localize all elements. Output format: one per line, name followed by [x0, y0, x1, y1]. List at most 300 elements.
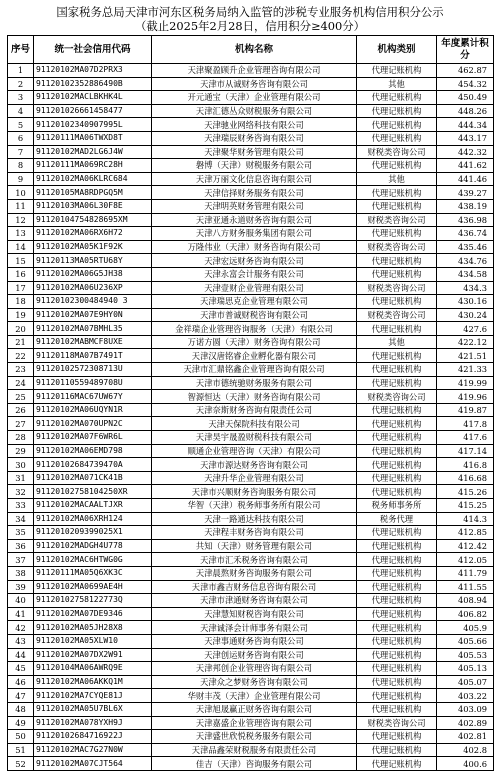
cell-type: 代理记账机构 — [357, 227, 437, 241]
cell-name: 天津市德统驰财务服务有限公司 — [152, 376, 357, 390]
cell-no: 24 — [8, 376, 34, 390]
cell-type: 代理记账机构 — [357, 566, 437, 580]
page-title: 国家税务总局天津市河东区税务局纳入监管的涉税专业服务机构信用积分公示 — [56, 5, 444, 19]
cell-code: 91120102MA05JH28X8 — [34, 621, 152, 635]
cell-code: 91120102MA07CJT564 — [34, 757, 152, 771]
cell-name: 天津万丽文化信息咨询有限公司 — [152, 172, 357, 186]
cell-no: 19 — [8, 308, 34, 322]
cell-score: 438.19 — [437, 199, 494, 213]
cell-name: 天津天保院科技有限公司 — [152, 417, 357, 431]
cell-no: 28 — [8, 431, 34, 445]
cell-score: 441.62 — [437, 159, 494, 173]
table-row — [8, 730, 494, 744]
cell-type: 代理记账机构 — [357, 580, 437, 594]
cell-type: 代理记账机构 — [357, 131, 437, 145]
cell-no: 37 — [8, 553, 34, 567]
cell-no: 33 — [8, 499, 34, 513]
table-row — [8, 335, 494, 349]
cell-no: 35 — [8, 526, 34, 540]
cell-type: 代理记账机构 — [357, 159, 437, 173]
cell-type: 代理记账机构 — [357, 349, 437, 363]
cell-type: 代理记账机构 — [357, 295, 437, 309]
table-row — [8, 458, 494, 472]
cell-code: 91120102MAC7G27N0W — [34, 743, 152, 757]
table-row — [8, 539, 494, 553]
cell-type: 代理记账机构 — [357, 471, 437, 485]
cell-name: 天津市鑫吉财务信息咨询有限公司 — [152, 580, 357, 594]
cell-score: 405.07 — [437, 675, 494, 689]
cell-type: 代理记账机构 — [357, 104, 437, 118]
table-row — [8, 390, 494, 404]
cell-type: 代理记账机构 — [357, 539, 437, 553]
cell-no: 3 — [8, 91, 34, 105]
cell-score: 411.55 — [437, 580, 494, 594]
table-row — [8, 281, 494, 295]
cell-score: 405.9 — [437, 621, 494, 635]
table-row — [8, 580, 494, 594]
cell-score: 403.09 — [437, 702, 494, 716]
cell-no: 10 — [8, 186, 34, 200]
cell-code: 91120102684716922J — [34, 730, 152, 744]
cell-no: 51 — [8, 743, 34, 757]
table-row — [8, 634, 494, 648]
cell-no: 47 — [8, 689, 34, 703]
cell-name: 华财丰茂（天津）企业管理有限公司 — [152, 689, 357, 703]
cell-score: 417.8 — [437, 417, 494, 431]
cell-code: 91120102MA06EMD798 — [34, 444, 152, 458]
cell-name: 天津瑞辰财务咨询有限公司 — [152, 131, 357, 145]
cell-no: 14 — [8, 240, 34, 254]
cell-no: 44 — [8, 648, 34, 662]
cell-no: 21 — [8, 335, 34, 349]
cell-no: 13 — [8, 227, 34, 241]
table-row — [8, 716, 494, 730]
cell-no: 30 — [8, 458, 34, 472]
cell-no: 23 — [8, 363, 34, 377]
cell-no: 45 — [8, 662, 34, 676]
cell-no: 50 — [8, 730, 34, 744]
cell-code: 91120118MA07B7491T — [34, 349, 152, 363]
cell-code: 91120102MA07D2PRX3 — [34, 64, 152, 78]
cell-name: 天津市普诚财税咨询有限公司 — [152, 308, 357, 322]
cell-code: 91120103MA06L30F8E — [34, 199, 152, 213]
table-row — [8, 444, 494, 458]
cell-name: 天津聚华财务管理有限公司 — [152, 145, 357, 159]
table-row — [8, 675, 494, 689]
cell-code: 91120111MA069RC28H — [34, 159, 152, 173]
cell-no: 4 — [8, 104, 34, 118]
cell-name: 天津一路通达科技有限公司 — [152, 512, 357, 526]
table-row — [8, 349, 494, 363]
cell-code: 91120102MA06UQYN1R — [34, 403, 152, 417]
cell-code: 91120102MA05U7BL6X — [34, 702, 152, 716]
table-row — [8, 295, 494, 309]
cell-type: 财税类咨询公司 — [357, 390, 437, 404]
cell-score: 412.05 — [437, 553, 494, 567]
cell-code: 91120102MA06AKKQ1M — [34, 675, 152, 689]
cell-type: 代理记账机构 — [357, 444, 437, 458]
cell-name: 天津昊宇晟盈财税科技有限公司 — [152, 431, 357, 445]
cell-name: 天津晨熬财务咨询服务有限公司 — [152, 566, 357, 580]
cell-no: 5 — [8, 118, 34, 132]
cell-type: 代理记账机构 — [357, 594, 437, 608]
cell-code: 91120102MACLBKHK4L — [34, 91, 152, 105]
table-row — [8, 322, 494, 336]
cell-type: 其他 — [357, 172, 437, 186]
table-row — [8, 499, 494, 513]
cell-name: 天津市津通财务咨询有限公司 — [152, 594, 357, 608]
cell-score: 403.22 — [437, 689, 494, 703]
cell-code: 9112010209399025X1 — [34, 526, 152, 540]
cell-type: 代理记账机构 — [357, 363, 437, 377]
cell-name: 开元通宝（天津）企业管理有限公司 — [152, 91, 357, 105]
cell-score: 454.32 — [437, 77, 494, 91]
table-row — [8, 553, 494, 567]
cell-score: 442.32 — [437, 145, 494, 159]
cell-no: 12 — [8, 213, 34, 227]
cell-score: 414.3 — [437, 512, 494, 526]
cell-type: 代理记账机构 — [357, 254, 437, 268]
table-row — [8, 131, 494, 145]
cell-code: 91120104MA06AWRQ9E — [34, 662, 152, 676]
cell-name: 天津汇德丛众财税服务有限公司 — [152, 104, 357, 118]
cell-type: 财税类咨询公司 — [357, 145, 437, 159]
cell-name: 智源恒达（天津）财务咨询有限公司 — [152, 390, 357, 404]
header-no: 序号 — [8, 36, 34, 64]
cell-type: 财税类咨询公司 — [357, 240, 437, 254]
cell-type: 代理记账机构 — [357, 553, 437, 567]
cell-code: 91120102572308713U — [34, 363, 152, 377]
table-row — [8, 648, 494, 662]
cell-name: 天津八方财务服务集团有限公司 — [152, 227, 357, 241]
cell-code: 91120111MA06TWXD8T — [34, 131, 152, 145]
cell-score: 462.87 — [437, 64, 494, 78]
cell-code: 91120102340907995L — [34, 118, 152, 132]
table-row — [8, 594, 494, 608]
cell-score: 439.27 — [437, 186, 494, 200]
header-code: 统一社会信用代码 — [34, 36, 152, 64]
cell-no: 26 — [8, 403, 34, 417]
cell-name: 万隆伟业（天津）财务咨询有限公司 — [152, 240, 357, 254]
cell-type: 代理记账机构 — [357, 730, 437, 744]
credit-score-table — [7, 35, 494, 771]
table-row — [8, 77, 494, 91]
table-row — [8, 512, 494, 526]
cell-type: 代理记账机构 — [357, 376, 437, 390]
cell-name: 天津程丰财务咨询有限公司 — [152, 526, 357, 540]
cell-no: 42 — [8, 621, 34, 635]
cell-score: 441.46 — [437, 172, 494, 186]
cell-score: 400.6 — [437, 757, 494, 771]
cell-code: 91120102MA070UPN2C — [34, 417, 152, 431]
cell-name: 天津市源达财务咨询有限公司 — [152, 458, 357, 472]
cell-no: 31 — [8, 471, 34, 485]
cell-name: 天津盛世欣悦税务服务有限公司 — [152, 730, 357, 744]
cell-code: 91120102MA071CK41B — [34, 471, 152, 485]
cell-score: 450.49 — [437, 91, 494, 105]
cell-code: 91120102MACAALTJXR — [34, 499, 152, 513]
table-row — [8, 485, 494, 499]
cell-code: 91120102MA07BMHL35 — [34, 322, 152, 336]
cell-code: 91120102MA05XLW10 — [34, 634, 152, 648]
cell-type: 代理记账机构 — [357, 526, 437, 540]
cell-name: 天津创运财务咨询有限公司 — [152, 648, 357, 662]
cell-type: 财税类咨询公司 — [357, 716, 437, 730]
cell-score: 434.58 — [437, 267, 494, 281]
cell-code: 91120102MA06XRH124 — [34, 512, 152, 526]
cell-score: 444.34 — [437, 118, 494, 132]
cell-score: 421.51 — [437, 349, 494, 363]
table-row — [8, 172, 494, 186]
cell-no: 22 — [8, 349, 34, 363]
cell-name: 天津亚通永道财务咨询有限公司 — [152, 213, 357, 227]
cell-no: 40 — [8, 594, 34, 608]
table-row — [8, 471, 494, 485]
cell-code: 91120102684739470A — [34, 458, 152, 472]
cell-name: 天津瑞思克企业管理有限公司 — [152, 295, 357, 309]
cell-no: 16 — [8, 267, 34, 281]
cell-name: 金祥瑞企业管理咨询服务（天津）有限公司 — [152, 322, 357, 336]
cell-no: 36 — [8, 539, 34, 553]
cell-score: 415.26 — [437, 485, 494, 499]
cell-no: 11 — [8, 199, 34, 213]
table-row — [8, 64, 494, 78]
table-row — [8, 621, 494, 635]
cell-code: 91120102MADGH4U778 — [34, 539, 152, 553]
table-row — [8, 743, 494, 757]
cell-type: 代理记账机构 — [357, 431, 437, 445]
cell-no: 43 — [8, 634, 34, 648]
cell-score: 419.99 — [437, 376, 494, 390]
cell-score: 412.85 — [437, 526, 494, 540]
cell-no: 52 — [8, 757, 34, 771]
cell-score: 421.33 — [437, 363, 494, 377]
cell-code: 91120102MA06RX6H72 — [34, 227, 152, 241]
header-type: 机构类别 — [357, 36, 437, 64]
cell-score: 448.26 — [437, 104, 494, 118]
cell-type: 代理记账机构 — [357, 607, 437, 621]
cell-score: 434.76 — [437, 254, 494, 268]
cell-name: 天津升华企业管理有限公司 — [152, 471, 357, 485]
cell-score: 405.53 — [437, 648, 494, 662]
cell-type: 税务代理 — [357, 512, 437, 526]
cell-name: 天津奈斯财务咨询有限责任公司 — [152, 403, 357, 417]
cell-code: 91120102MA7CYQE81J — [34, 689, 152, 703]
cell-code: 91120102MA07F6WR6L — [34, 431, 152, 445]
table-row — [8, 91, 494, 105]
cell-score: 412.42 — [437, 539, 494, 553]
cell-no: 2 — [8, 77, 34, 91]
cell-score: 436.74 — [437, 227, 494, 241]
cell-code: 91120113MA05RTU68Y — [34, 254, 152, 268]
cell-type: 代理记账机构 — [357, 458, 437, 472]
cell-type: 代理记账机构 — [357, 417, 437, 431]
cell-type: 其他 — [357, 77, 437, 91]
cell-name: 天津诚泽会计师事务有限公司 — [152, 621, 357, 635]
table-header-row — [8, 36, 494, 64]
cell-no: 46 — [8, 675, 34, 689]
table-row — [8, 104, 494, 118]
cell-type: 代理记账机构 — [357, 702, 437, 716]
table-row — [8, 757, 494, 771]
table-row — [8, 254, 494, 268]
cell-no: 39 — [8, 580, 34, 594]
cell-no: 25 — [8, 390, 34, 404]
table-row — [8, 159, 494, 173]
cell-type: 代理记账机构 — [357, 757, 437, 771]
table-row — [8, 267, 494, 281]
table-row — [8, 199, 494, 213]
table-row — [8, 186, 494, 200]
cell-score: 402.81 — [437, 730, 494, 744]
cell-code: 911201026661458477 — [34, 104, 152, 118]
cell-code: 91120110559489708U — [34, 376, 152, 390]
cell-score: 416.8 — [437, 458, 494, 472]
cell-type: 代理记账机构 — [357, 648, 437, 662]
cell-score: 436.98 — [437, 213, 494, 227]
cell-no: 15 — [8, 254, 34, 268]
cell-score: 402.89 — [437, 716, 494, 730]
cell-type: 财税类咨询公司 — [357, 281, 437, 295]
cell-code: 91120102MA07DE9346 — [34, 607, 152, 621]
cell-no: 34 — [8, 512, 34, 526]
cell-score: 415.25 — [437, 499, 494, 513]
cell-no: 6 — [8, 131, 34, 145]
cell-code: 91120102758122773Q — [34, 594, 152, 608]
cell-code: 91120102300484940 3 — [34, 295, 152, 309]
table-row — [8, 689, 494, 703]
cell-code: 91120102MA06G5JH38 — [34, 267, 152, 281]
table-row — [8, 308, 494, 322]
cell-name: 共知（天津）财务管理有限公司 — [152, 539, 357, 553]
cell-no: 17 — [8, 281, 34, 295]
cell-score: 411.79 — [437, 566, 494, 580]
page-subtitle: （截止2025年2月28日，信用积分≥400分） — [134, 19, 366, 33]
cell-code: 91120102MA05K1F92K — [34, 240, 152, 254]
cell-name: 天津邦创企业管理咨询有限公司 — [152, 662, 357, 676]
cell-type: 财税类咨询公司 — [357, 213, 437, 227]
cell-type: 其他 — [357, 335, 437, 349]
table-row — [8, 417, 494, 431]
cell-type: 代理记账机构 — [357, 689, 437, 703]
cell-type: 代理记账机构 — [357, 743, 437, 757]
cell-name: 佳吉（天津）咨询服务有限公司 — [152, 757, 357, 771]
cell-name: 华智（天津）税务师事务所有限公司 — [152, 499, 357, 513]
table-row — [8, 662, 494, 676]
cell-code: 91120102MA06KLRC684 — [34, 172, 152, 186]
cell-score: 435.46 — [437, 240, 494, 254]
cell-type: 财税类咨询公司 — [357, 308, 437, 322]
cell-name: 天津旭晟赢正财务咨询有限公司 — [152, 702, 357, 716]
cell-type: 代理记账机构 — [357, 403, 437, 417]
cell-code: 91120102MAD2LG6J4W — [34, 145, 152, 159]
table-row — [8, 118, 494, 132]
cell-score: 405.66 — [437, 634, 494, 648]
table-row — [8, 213, 494, 227]
cell-type: 代理记账机构 — [357, 485, 437, 499]
cell-type: 代理记账机构 — [357, 634, 437, 648]
header-name: 机构名称 — [152, 36, 357, 64]
cell-score: 443.17 — [437, 131, 494, 145]
header-score: 年度累计积分 — [437, 36, 494, 64]
cell-score: 434.3 — [437, 281, 494, 295]
cell-score: 406.82 — [437, 607, 494, 621]
cell-name: 顺通企业管理咨询（天津）有限公司 — [152, 444, 357, 458]
cell-code: 91120102MA07E9HY0N — [34, 308, 152, 322]
cell-type: 代理记账机构 — [357, 118, 437, 132]
cell-no: 48 — [8, 702, 34, 716]
table-row — [8, 431, 494, 445]
cell-score: 405.13 — [437, 662, 494, 676]
cell-name: 天津嘉盛企业管理咨询有限公司 — [152, 716, 357, 730]
cell-score: 416.68 — [437, 471, 494, 485]
cell-score: 419.87 — [437, 403, 494, 417]
cell-name: 万诺方圆（天津）财务咨询有限公司 — [152, 335, 357, 349]
cell-score: 417.6 — [437, 431, 494, 445]
table-row — [8, 566, 494, 580]
cell-score: 430.24 — [437, 308, 494, 322]
cell-type: 税务师事务所 — [357, 499, 437, 513]
cell-code: 91120102MA0699AE4H — [34, 580, 152, 594]
cell-score: 427.6 — [437, 322, 494, 336]
cell-type: 代理记账机构 — [357, 64, 437, 78]
cell-name: 天津众之梦财务咨询有限公司 — [152, 675, 357, 689]
table-row — [8, 702, 494, 716]
cell-name: 天津市汇禾税务咨询有限公司 — [152, 553, 357, 567]
cell-code: 91120102MA06U236XP — [34, 281, 152, 295]
cell-code: 91120102MA078YXH9J — [34, 716, 152, 730]
cell-name: 天津市从诚财务咨询有限公司 — [152, 77, 357, 91]
cell-type: 代理记账机构 — [357, 267, 437, 281]
cell-no: 32 — [8, 485, 34, 499]
cell-type: 代理记账机构 — [357, 91, 437, 105]
cell-no: 38 — [8, 566, 34, 580]
cell-no: 29 — [8, 444, 34, 458]
cell-no: 1 — [8, 64, 34, 78]
cell-score: 419.96 — [437, 390, 494, 404]
cell-code: 91120116MAC67UW67Y — [34, 390, 152, 404]
cell-name: 天津事通财务咨询有限公司 — [152, 634, 357, 648]
cell-no: 7 — [8, 145, 34, 159]
cell-name: 天津市兴顺财务咨询服务有限公司 — [152, 485, 357, 499]
table-row — [8, 607, 494, 621]
cell-name: 天津聚盈顾升企业管理咨询有限公司 — [152, 64, 357, 78]
table-row — [8, 240, 494, 254]
table-row — [8, 363, 494, 377]
cell-name: 天津汉唐铭睿企业孵化器有限公司 — [152, 349, 357, 363]
cell-type: 代理记账机构 — [357, 322, 437, 336]
cell-name: 天津信择财务服务有限公司 — [152, 186, 357, 200]
cell-name: 天津驰业网络科技有限公司 — [152, 118, 357, 132]
cell-name: 天津壹财企业管理有限公司 — [152, 281, 357, 295]
cell-no: 27 — [8, 417, 34, 431]
cell-type: 代理记账机构 — [357, 621, 437, 635]
cell-type: 代理记账机构 — [357, 186, 437, 200]
cell-score: 402.8 — [437, 743, 494, 757]
table-row — [8, 526, 494, 540]
cell-code: 91120102758104250XR — [34, 485, 152, 499]
cell-no: 20 — [8, 322, 34, 336]
cell-type: 代理记账机构 — [357, 675, 437, 689]
table-row — [8, 145, 494, 159]
cell-code: 91120102MABMCF8UXE — [34, 335, 152, 349]
cell-score: 422.12 — [437, 335, 494, 349]
cell-score: 417.14 — [437, 444, 494, 458]
cell-no: 41 — [8, 607, 34, 621]
table-row — [8, 376, 494, 390]
cell-no: 49 — [8, 716, 34, 730]
cell-type: 代理记账机构 — [357, 662, 437, 676]
